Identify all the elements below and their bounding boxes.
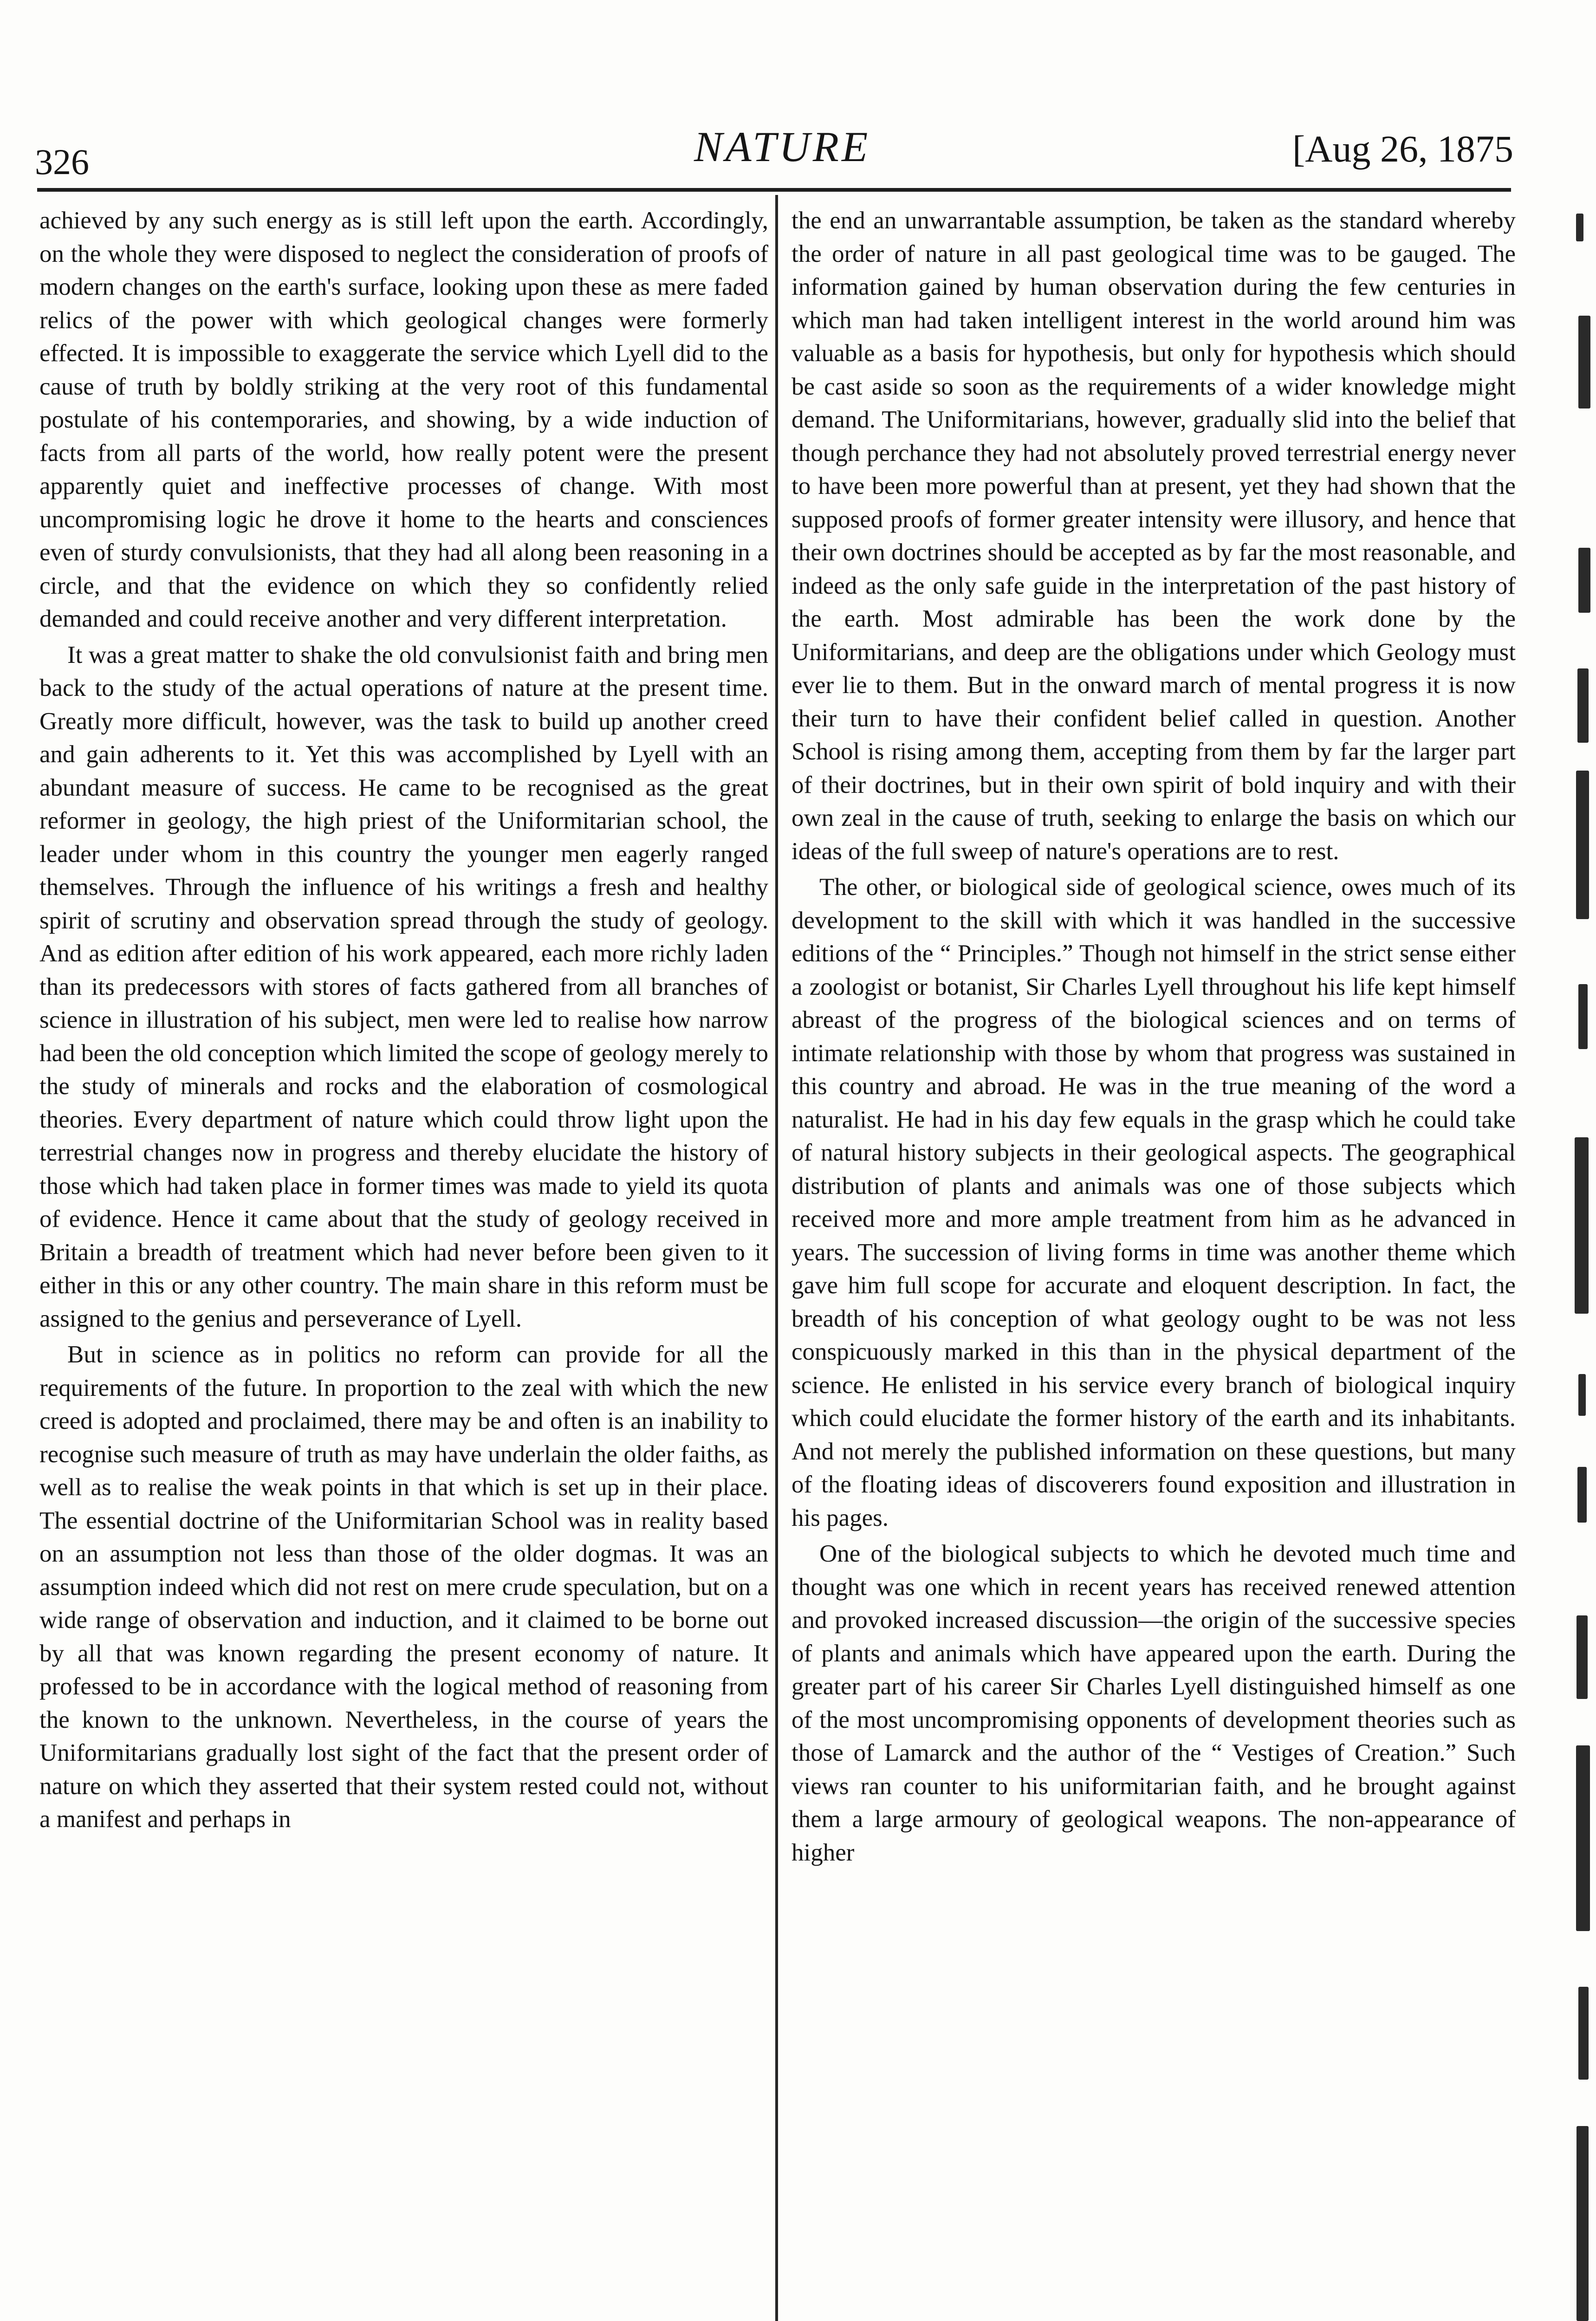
left-paragraph-3: But in science as in politics no reform can provide for all the requirements of the future. In proportion to the zeal with which the new creed is adopted and proclaimed, there may be and often is an inability to recognise such measure of truth as may have underlain the older faiths, as well as to realise the weak points in that which is set up in their place. The essential doctrine of the Uniformitarian School was in reality based on an assumption not less than those of the older dogmas. It was an assumption indeed which did not rest on mere crude speculation, but on a wide range of observation and induction, and it claimed to be borne out by all that was known regarding the present economy of nature. It professed to be in accordance with the logical method of reasoning from the known to the unknown. Nevertheless, in the course of years the Uniformitarians gradually lost sight of the fact that the present order of nature on which they asserted that their system rested could not, without a manifest and perhaps in [39, 1341, 768, 1833]
journal-title: NATURE [694, 123, 871, 170]
right-paragraph-2: The other, or biological side of geological science, owes much of its development to the skill with which it was handled in the successive editions of the “ Principles.” Though not himself in the strict sense either a zoologist or botanist, Sir Charles Lyell throughout his life kept himself abreast of the progress of the biological sciences and on terms of intimate relationship with those by whom that progress was sustained in this country and abroad. He was in the true meaning of the word a naturalist. He had in his day few equals in the grasp which he could take of natural history subjects in their geological aspects. The geographical distribution of plants and animals was one of those subjects which received more and more ample treatment from him as he advanced in years. The succession of living forms in time was another theme which gave him full scope for accurate and eloquent description. In fact, the breadth of his conception of what geology ought to be was not less conspicuously marked in this than in the physical department of the science. He enlisted in his service every branch of biological inquiry which could elucidate the former history of the earth and its inhabitants. And not merely the published information on these questions, but many of the floating ideas of discoverers found exposition and illustration in his pages. [792, 874, 1516, 1531]
right-paragraph-3: One of the biological subjects to which he devoted much time and thought was one which in recent years has received renewed attention and provoked increased discussion—the origin of the successive species of plants and animals which have appeared upon the earth. During the greater part of his career Sir Charles Lyell distinguished himself as one of the most uncompromising opponents of development theories such as those of Lamarck and the author of the “ Vestiges of Creation.” Such views ran counter to his uniformitarian faith, and he brought against them a large armoury of geological weapons. The non-appearance of higher [792, 1540, 1516, 1866]
facing-page-edge [1551, 186, 1596, 2321]
page-header [35, 116, 1513, 186]
page-number: 326 [35, 142, 89, 182]
right-paragraph-1: the end an unwarrantable assumption, be taken as the standard whereby the order of nature in all past geological time was to be gauged. The information gained by human observation during the few centuries in which man had taken intelligent interest in the world around him was valuable as a basis for hypothesis, but only for hypothesis which should be cast aside so soon as the requirements of a wider knowledge might demand. The Uniformitarians, however, gradually slid into the belief that though perchance they had not absolutely proved terrestrial energy never to have been more powerful than at present, yet they had shown that the supposed proofs of former greater intensity were illusory, and hence that their own doctrines should be accepted as by far the most reasonable, and indeed as the only safe guide in the interpretation of the past history of the earth. Most admirable has been the work done by the Uniformitarians, and deep are the obligations under which Geology must ever lie to them. But in the onward march of mental progress it is now their turn to have their confident belief called in question. Another School is rising among them, accepting from them by far the larger part of their doctrines, but in their own spirit of bold inquiry and with their own zeal in the cause of truth, seeking to enlarge the basis on which our ideas of the full sweep of nature's operations are to rest. [792, 207, 1516, 865]
right-column [792, 204, 1516, 1869]
column-divider [775, 195, 778, 2321]
left-paragraph-2: It was a great matter to shake the old convulsionist faith and bring men back to the study of the actual operations of nature at the present time. Greatly more difficult, however, was the task to build up another creed and gain adherents to it. Yet this was accomplished by Lyell with an abundant measure of success. He came to be recognised as the great reformer in geology, the high priest of the Uniformitarian school, the leader under whom in this country the younger men eagerly ranged themselves. Through the influence of his writings a fresh and healthy spirit of scrutiny and observation spread through the study of geology. And as edition after edition of his work appeared, each more richly laden than its predecessors with stores of facts gathered from all branches of science in illustration of his subject, men were led to realise how narrow had been the old conception which limited the scope of geology merely to the study of minerals and rocks and the elaboration of cosmological theories. Every department of nature which could throw light upon the terrestrial changes now in progress and thereby elucidate the history of those which had taken place in former times was made to yield its quota of evidence. Hence it came about that the study of geology received in Britain a breadth of treatment which had never before been given to it either in this or any other country. The main share in this reform must be assigned to the genius and perseverance of Lyell. [39, 641, 768, 1332]
left-paragraph-1: achieved by any such energy as is still left upon the earth. Accordingly, on the whole they were disposed to neglect the consideration of proofs of modern changes on the earth's surface, looking upon these as mere faded relics of the power with which geological changes were formerly effected. It is impossible to exaggerate the service which Lyell did to the cause of truth by boldly striking at the very root of this fundamental postulate of his contemporaries, and showing, by a wide induction of facts from all parts of the world, how really potent were the present apparently quiet and ineffective processes of change. With most uncompromising logic he drove it home to the hearts and consciences even of sturdy convulsionists, that they had all along been reasoning in a circle, and that the evidence on which they so confidently relied demanded and could receive another and very different interpretation. [39, 207, 768, 632]
issue-date: [Aug 26, 1875 [1292, 128, 1513, 170]
header-rule [37, 188, 1511, 192]
left-column [39, 204, 768, 1836]
